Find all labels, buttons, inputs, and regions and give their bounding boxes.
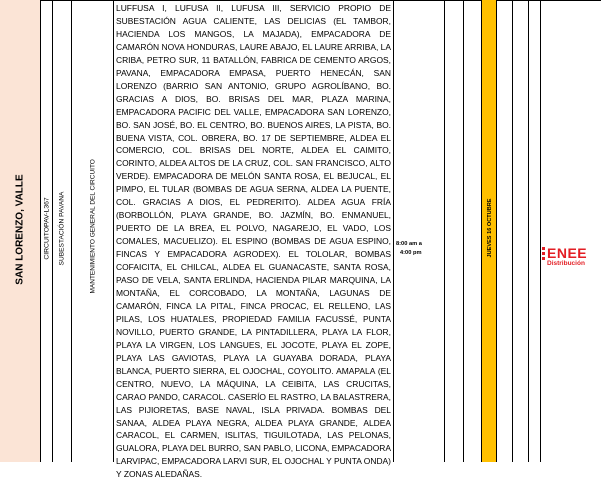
empty-cell-5 xyxy=(529,0,541,462)
time-range xyxy=(396,240,440,258)
empty-cell-2 xyxy=(464,0,482,462)
date-label: JUEVES 16 OCTUBRE xyxy=(487,198,493,258)
location-label: SAN LORENZO, VALLE xyxy=(14,174,26,285)
time-end: 4:00 pm xyxy=(400,250,422,256)
logo-cell xyxy=(541,0,601,462)
time-start: 8:00 am a xyxy=(396,241,422,247)
empty-cell-4 xyxy=(513,0,529,462)
circuit-label: CIRCUITOPAV-L367 xyxy=(43,197,51,260)
empty-cell-3 xyxy=(497,0,513,462)
affected-areas-text: LUFFUSA I, LUFUSA II, LUFUSA III, SERVICIO PROPIO DE SUBESTACIÓN AGUA CALIENTE, LAS DELICIAS (EL TAMBOR, HACIENDA LOS MANGOS, LA MAJADA), EMPACADORA DE CAMARÓN NOVA HONDURAS, LAURE ABAJO, EL LAURE ARRIBA, LA CRIBA, PETRO SUR, 11 BATALLÓN, FABRICA DE CEMENTO ARGOS, PAVANA, EMPACADORA EMPASA, PUERTO HENECÁN, SAN LORENZO (BARRIO SAN ANTONIO, GRUPO AGROLÍBANO, BO. GRACIAS A DIOS, BO. BRISAS DEL MAR, PLAZA MARINA, EMPACADORA PACIFIC DEL VALLE, EMPACADORA SAN LORENZO, BO. SAN JOSÉ, BO. EL CENTRO, BO. BUENOS AIRES, LA PISTA, BO. BUENA VISTA, COL. OBRERA, BO. 17 DE SEPTIEMBRE, ALDEA EL COMERCIO, COL. BRISAS DEL NORTE, ALDEA EL CAIMITO, CORINTO, ALDEA ALTOS DE LA CRUZ, COL. SAN FRANCISCO, ALTO VERDE). EMPACADORA DE MELÓN SANTA ROSA, EL BEJUCAL, EL PIMPO, EL TULAR (BOMBAS DE AGUA SERNA, ALDEA LA PUENTE, COL. GRACIAS A DIOS, EL PEDRERITO). ALDEA AGUA FRÍA (BORBOLLÓN, PLAYA GRANDE, BO. JAZMÍN, BO. ENMANUEL, PUERTO DE LA BREA, EL POLVO, NAGAREJO, EL VADO, LOS COMALES, MACUELIZO). EL ESPINO (BOMBAS DE AGUA ESPINO, FINCAS Y EMPACADORA AGRODEX). EL TOLOLAR, BOMBAS COFAICITA, EL CHILCAL, ALDEA EL GUANACASTE, SANTA ROSA, PASO DE VELA, SANTA ERLINDA, HACIENDA PILAR MARQUINA, LA MONTAÑA, EL CORCOBADO, LA MONTAÑA, LAGUNAS DE CAMARÓN, FINCA LA PITAL, FINCA PROCAC, EL RELLENO, LAS PILAS, LOS HUATALES, PROPIEDAD FAMILIA FACUSSÉ, PUNTA NOVILLO, PUERTO GRANDE, LA PINTADILLERA, PLAYA LA FLOR, PLAYA LA VIRGEN, LOS LANGUES, EL JOCOTE, PLAYA EL ZOPE, PLAYA LAS GAVIOTAS, PLAYA LA GUAYABA DORADA, PLAYA BLANCA, PUERTO SIERRA, EL OJOCHAL, COYOLITO. AMAPALA (EL CENTRO, NUEVO, LA MÁQUINA, LA CEIBITA, LAS CRUCITAS, CARAO PANDO, CARACOL. CASERÍO EL RASTRO, LA BALASTRERA, LAS PIJIORETAS, BASE NAVAL, ISLA PRIVADA. BOMBAS DEL SANAA, ALDEA PLAYA NEGRA, ALDEA PLAYA GRANDE, ALDEA CARACOL, EL CARMEN, ISLITAS, TIGUILOTADA, LAS PELONAS, GUALORA, PLAYA DEL BURRO, SAN PABLO, LICONA, EMPACADORA LARVIPAC, EMPACADORA LARVI SUR, EL OJOCHAL Y PUNTA ONDA) Y ZONAS ALEDAÑAS. xyxy=(116,3,391,480)
empty-cell-1 xyxy=(445,0,464,462)
work-label: MANTENIMIENTO GENERAL DEL CIRCUITO xyxy=(89,159,97,294)
substation-label: SUBESTACIÓN PAVANA xyxy=(58,191,66,266)
enee-logo xyxy=(541,244,601,270)
time-cell xyxy=(394,0,445,462)
enee-brand: ENEE xyxy=(547,245,588,261)
enee-subbrand: Distribución xyxy=(547,260,585,267)
